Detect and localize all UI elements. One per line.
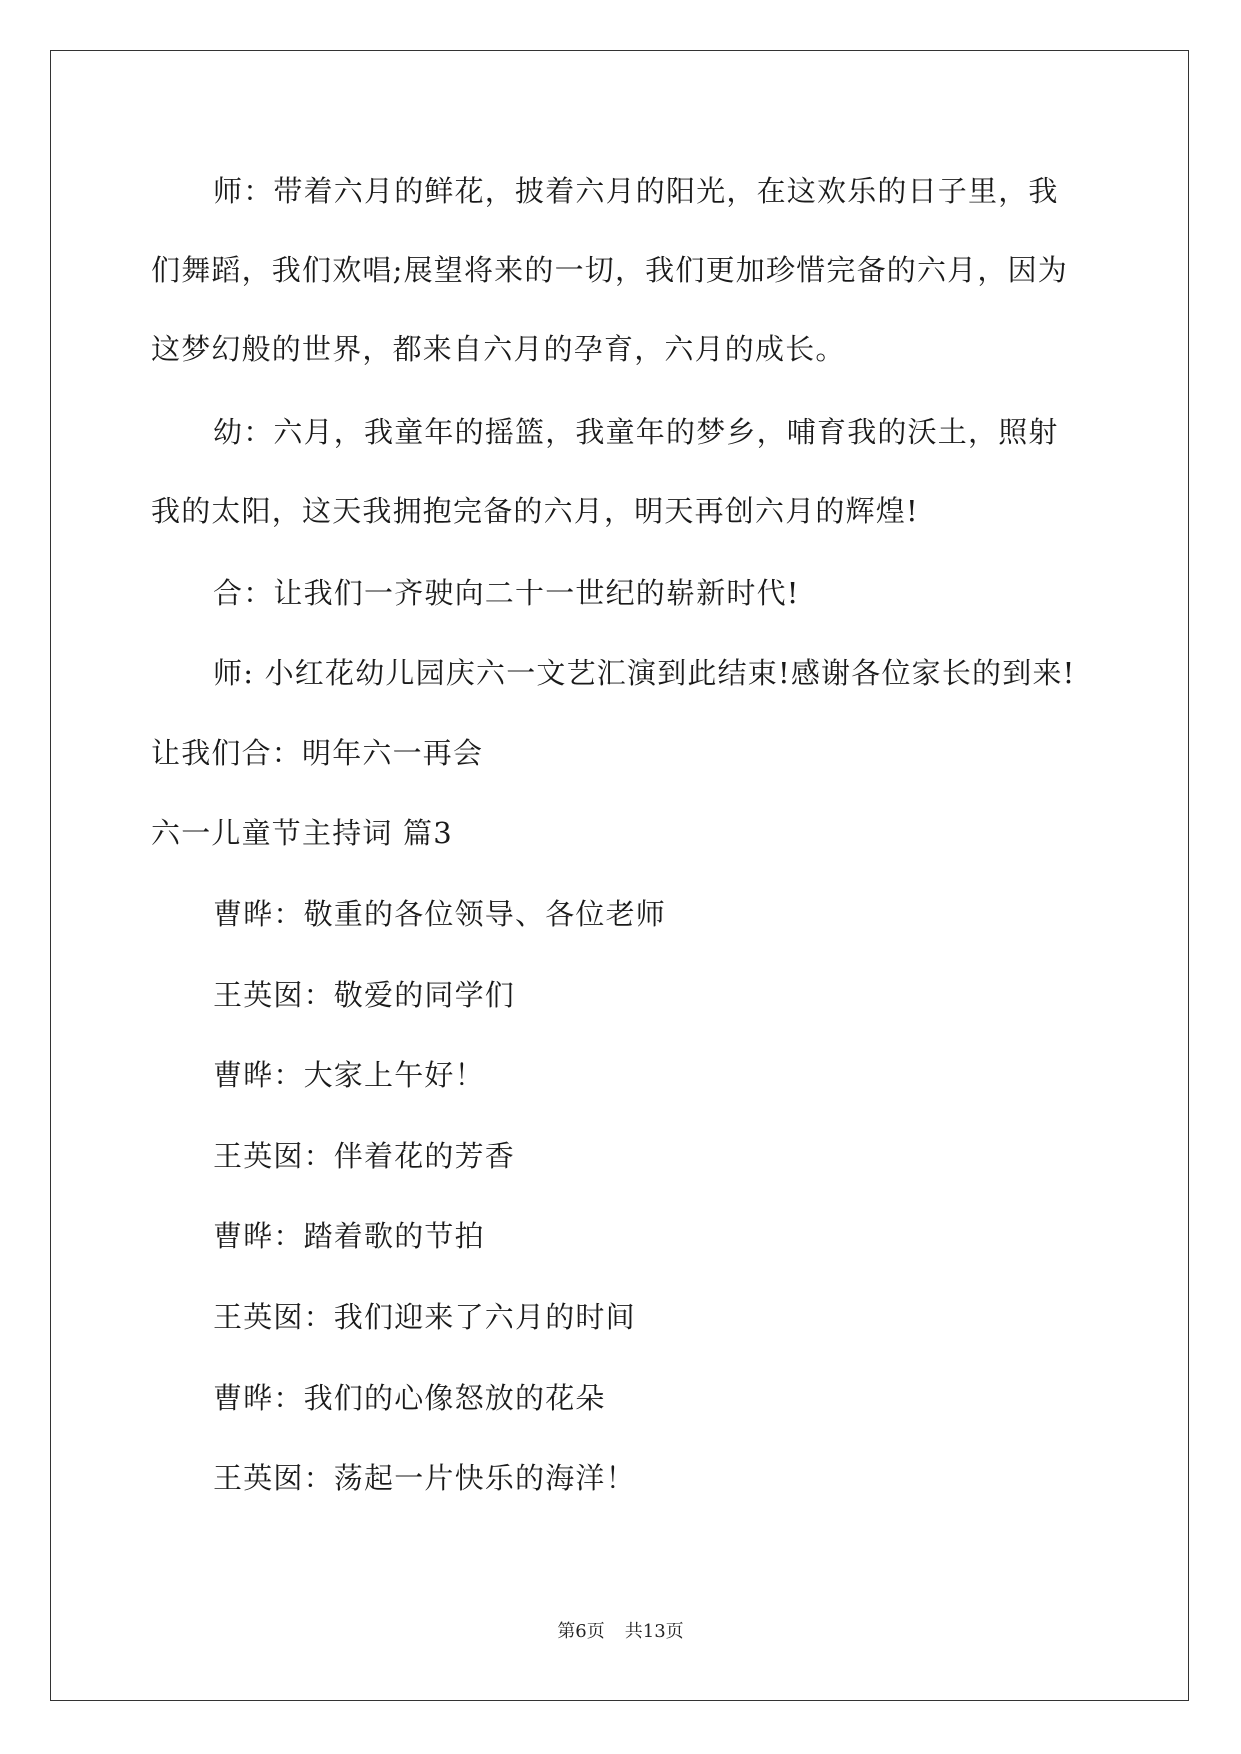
page-total: 共13页 <box>624 1621 684 1642</box>
dialogue-line: 王英囡：我们迎来了六月的时间 <box>213 1300 636 1334</box>
paragraph-line: 们舞蹈，我们欢唱;展望将来的一切，我们更加珍惜完备的六月，因为 <box>151 253 1068 287</box>
dialogue-line: 王英囡：伴着花的芳香 <box>213 1139 516 1173</box>
paragraph-line: 师：带着六月的鲜花，披着六月的阳光，在这欢乐的日子里，我 <box>213 174 1059 208</box>
dialogue-line: 曹晔：敬重的各位领导、各位老师 <box>213 897 667 931</box>
paragraph-line: 幼：六月，我童年的摇篮，我童年的梦乡，哺育我的沃土，照射 <box>213 415 1059 449</box>
section-title: 六一儿童节主持词 篇3 <box>151 816 453 850</box>
page-number: 第6页 <box>557 1621 605 1642</box>
page-footer <box>0 1620 1241 1644</box>
dialogue-line: 王英囡：敬爱的同学们 <box>213 978 516 1012</box>
dialogue-line: 曹晔：我们的心像怒放的花朵 <box>213 1381 606 1415</box>
paragraph-line: 师: 小红花幼儿园庆六一文艺汇演到此结束!感谢各位家长的到来! <box>213 656 1076 690</box>
paragraph-line: 让我们合：明年六一再会 <box>151 736 484 770</box>
paragraph-line: 这梦幻般的世界，都来自六月的孕育，六月的成长。 <box>151 332 846 366</box>
paragraph-line: 合：让我们一齐驶向二十一世纪的崭新时代! <box>213 576 800 610</box>
dialogue-line: 曹晔：大家上午好！ <box>213 1058 485 1092</box>
dialogue-line: 曹晔：踏着歌的节拍 <box>213 1219 485 1253</box>
dialogue-line: 王英囡：荡起一片快乐的海洋！ <box>213 1461 636 1495</box>
page-border <box>50 50 1189 1701</box>
paragraph-line: 我的太阳，这天我拥抱完备的六月，明天再创六月的辉煌! <box>151 494 919 528</box>
